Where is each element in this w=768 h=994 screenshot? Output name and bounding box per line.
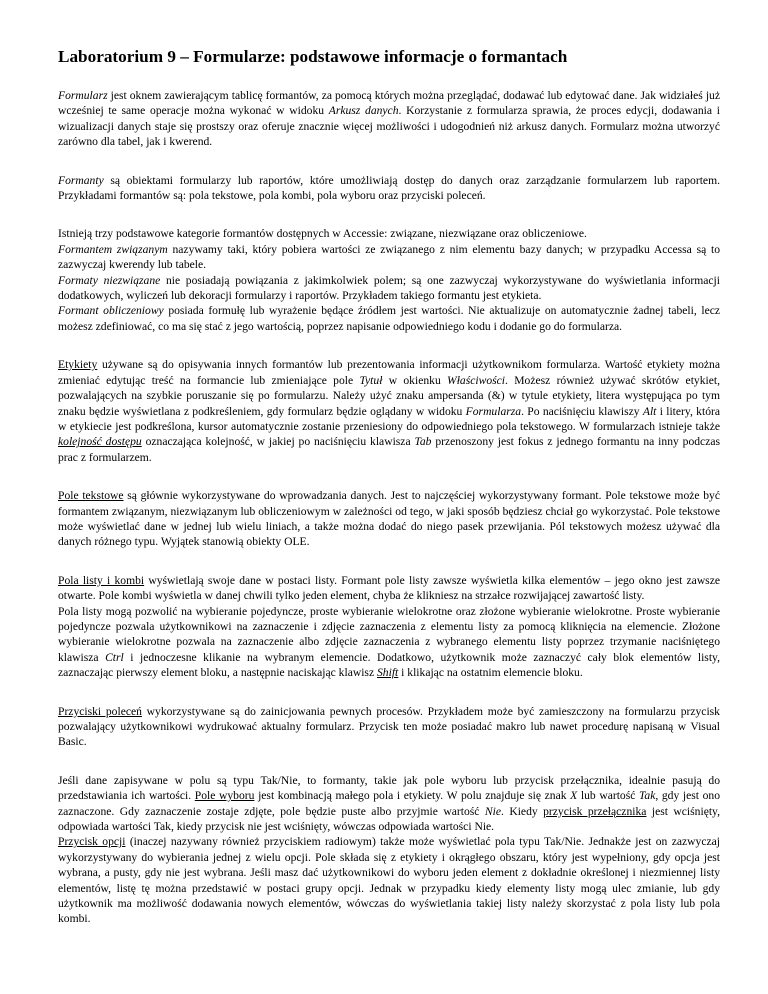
text: jest oknem zawierającym tablicę formantów, za pomocą których można przeglądać, dodawać lub edytować dane. Jak widziałeś już wcześniej te same operacje można wykonać w widoku (58, 89, 720, 118)
text: wyświetlają swoje dane w postaci listy. Formant pole listy zawsze wyświetla kilka elementów – jego okno jest zawsze otwarte. Pole kombi wyświetla w danej chwili tylko jeden element, chyba że klikniesz na strzałce rozwijającej zawartość listy. (58, 573, 720, 603)
paragraph-pola-listy (58, 573, 720, 604)
paragraph-formanty (58, 173, 720, 204)
text: używane są do opisywania innych formantów lub prezentowania informacji użytkownikom formularza. Wartość etykiety można zmieniać edytując treść na formancie lub zmieniające pole (58, 358, 720, 387)
term-pola-listy-kombi: Pola listy i kombi (58, 573, 145, 587)
text: i klikając na ostatnim elemencie bloku. (398, 666, 583, 680)
term-formant-zwiazany: Formantem związanym (58, 242, 168, 256)
paragraph-formant-obliczeniowy (58, 303, 720, 334)
term-formant-obliczeniowy: Formant obliczeniowy (58, 304, 164, 318)
text: lub wartość (577, 789, 640, 803)
text: (inaczej nazywany również przyciskiem radiowym) także może wyświetlać pola typu Tak/Nie. Jednakże jest on zazwyczaj wykorzystywany do wybierania jednej z wielu opcji. Pole składa się z etykiety i okrągłego obszaru, który jest wypełniony, gdy opcja jest wybrana, a pusty, gdy nie jest wybrana. Jeśli masz dać użytkownikowi do wyboru jeden element z dokładnie określonej i niezmiennej listy elementów, listę tę można przedstawić w postaci grupy opcji. Jednak w przypadku kiedy elementy listy mogą ulec zmianie, lub gdy użytkownik ma możliwość dodawania nowych elementów, wówczas do wyświetlania takiej listy należy skorzystać z pola listy lub pola kombi. (58, 835, 720, 926)
text: , gdy jest ono zaznaczone. Gdy zaznaczenie zostaje zdjęte, pole będzie puste albo przyjmie wartość (58, 789, 721, 818)
text: są obiektami formularzy lub raportów, które umożliwiają dostęp do danych oraz zarządzanie formularzem lub raportem. Przykładami formantów są: pola tekstowe, pola kombi, pola wyboru oraz przyciski poleceń. (58, 173, 720, 203)
paragraph-tak-nie (58, 773, 720, 927)
text: Jeśli dane zapisywane w polu są typu Tak/Nie, to formanty, takie jak pole wyboru lub przycisk przełącznika, idealnie pasują do przedstawiania ich wartości. (58, 773, 720, 803)
section-pola-listy (58, 573, 720, 681)
paragraph-przyciski-polecen (58, 704, 720, 750)
paragraph-formaty-niezwiazane (58, 273, 720, 304)
term-pole-wyboru: Pole wyboru (194, 789, 255, 803)
text: . Korzystanie z formularza sprawia, że proces edycji, dodawania i wizualizacji danych staje się prostszy oraz oferuje znacznie więcej możliwości i udogodnień niż arkusz danych. Formularz można utworzyć zarówno dla tabel, jak i kwerend. (58, 104, 720, 149)
paragraph-formant-zwiazany (58, 242, 720, 273)
term-pole-tekstowe: Pole tekstowe (58, 489, 124, 503)
term-x: X (570, 789, 578, 803)
term-arkusz-danych: Arkusz danych (328, 104, 399, 118)
text: nazywamy taki, który pobiera wartości ze związanego z nim elementu bazy danych; w przypadku Accessa są to zazwyczaj kwerendy lub tabele. (58, 242, 720, 272)
text: w okienku (382, 373, 448, 387)
text: nie posiadają powiązania z jakimkolwiek polem; są one zazwyczaj wykorzystywane do wyświetlania informacji dodatkowych, wyliczeń lub dekoracji formularzy i raportów. Przykładem takiego formantu jest etykieta. (58, 273, 720, 303)
term-alt: Alt (642, 404, 657, 418)
term-formanty: Formanty (58, 173, 104, 187)
text: . Możesz również używać skrótów etykiet, pozwalających na szybkie poruszanie się po formularzu. Należy użyć znaku ampersanda (&) w tytule etykiety, litera występująca po tym znaku będzie wyświetlana z podkreśleniem, gdy formularz będzie oglądany w widoku (58, 373, 721, 418)
term-tab: Tab (414, 435, 432, 449)
term-tak: Tak (639, 789, 656, 803)
term-przycisk-przelacznika: przycisk przełącznika (543, 804, 647, 818)
text: . Po naciśnięciu klawiszy (521, 404, 643, 418)
term-tytul: Tytuł (359, 373, 383, 387)
term-formularz: Formularz (58, 89, 108, 102)
term-etykiety: Etykiety (58, 358, 98, 372)
text: jest wciśnięty, odpowiada wartości Tak, kiedy przycisk nie jest wciśnięty, wówczas odpowiada wartości Nie. (58, 804, 720, 834)
term-przycisk-opcji: Przycisk opcji (58, 835, 126, 849)
paragraph-pole-tekstowe (58, 488, 720, 550)
paragraph-wybieranie (58, 604, 720, 681)
section-kategorie (58, 226, 720, 334)
term-nie: Nie (484, 804, 501, 818)
text: oznaczająca kolejność, w jakiej po naciśnięciu klawisza (141, 435, 415, 449)
text: wykorzystywane są do zainicjowania pewnych procesów. Przykładem może być zamieszczony na formularzu przycisk pozwalający użytkownikowi wydrukować aktualny formularz. Przycisk ten może posiadać makro lub nawet procedurę napisaną w Visual Basic. (58, 704, 720, 749)
text: przenoszony jest fokus z jednego formantu na inny podczas prac z formularzem. (58, 435, 721, 464)
term-przyciski-polecen: Przyciski poleceń (58, 704, 142, 718)
term-wlasciwosci: Właściwości (447, 373, 506, 387)
paragraph-etykiety (58, 357, 720, 465)
text: Pola listy mogą pozwolić na wybieranie pojedyncze, proste wybieranie wielokrotne oraz złożone wybieranie wielokrotne. Proste wybieranie pojedyncze pozwala użytkownikowi na zaznaczenie i zdjęcie zaznaczenia z elementu listy za pomocą kliknięcia na elemencie. Złożone wybieranie wielokrotne pozwala na zaznaczenie albo zdjęcie zaznaczenia z wybranego elementu listy poprzez trzymanie naciśniętego klawisza (58, 604, 720, 664)
term-formularza: Formularza (465, 404, 522, 418)
text: posiada formułę lub wyrażenie będące źródłem jest wartości. Nie aktualizuje on automatycznie żadnej tabeli, lecz możesz zdefiniować, co ma się stać z jego wartością, poprzez napisanie odpowiedniego kodu i dodanie go do formularza. (58, 304, 721, 333)
term-formaty-niezwiazane: Formaty niezwiązane (58, 273, 161, 287)
term-ctrl: Ctrl (105, 650, 124, 664)
text: . Kiedy (500, 804, 544, 818)
paragraph-kategorie-intro: Istnieją trzy podstawowe kategorie formantów dostępnych w Accessie: związane, niezwiązane oraz obliczeniowe. (58, 227, 587, 241)
text: są głównie wykorzystywane do wprowadzania danych. Jest to najczęściej wykorzystywany formant. Pole tekstowe może być formantem związanym, niezwiązanym lub obliczeniowym w zależności od tego, w jaki sposób będziesz chciał go wykorzystać. Pole tekstowe może wyświetlać dane w jednej lub wielu liniach, a także można dodać do niego pasek przewijania. Pól tekstowych możesz używać dla danych różnego typu. Wyjątek stanowią obiekty OLE. (58, 489, 720, 549)
term-kolejnosc-dostepu: kolejność dostępu (58, 435, 142, 449)
text: i litery, która w etykiecie jest podkreślona, kursor automatycznie zostanie przeniesiony do odpowiedniego pola tekstowego. W formularzach istnieje także (58, 404, 720, 433)
text: i jednoczesne klikanie na wybranym elemencie. Dodatkowo, użytkownik może zaznaczyć cały blok elementów listy, zaznaczając pierwszy element bloku, a następnie naciskając klawisz (58, 650, 720, 680)
paragraph-formularz (58, 88, 720, 150)
text: jest kombinacją małego pola i etykiety. W polu znajduje się znak (254, 789, 571, 803)
page-title: Laboratorium 9 – Formularze: podstawowe informacje o formantach (58, 47, 568, 66)
term-shift: Shift (377, 666, 399, 680)
